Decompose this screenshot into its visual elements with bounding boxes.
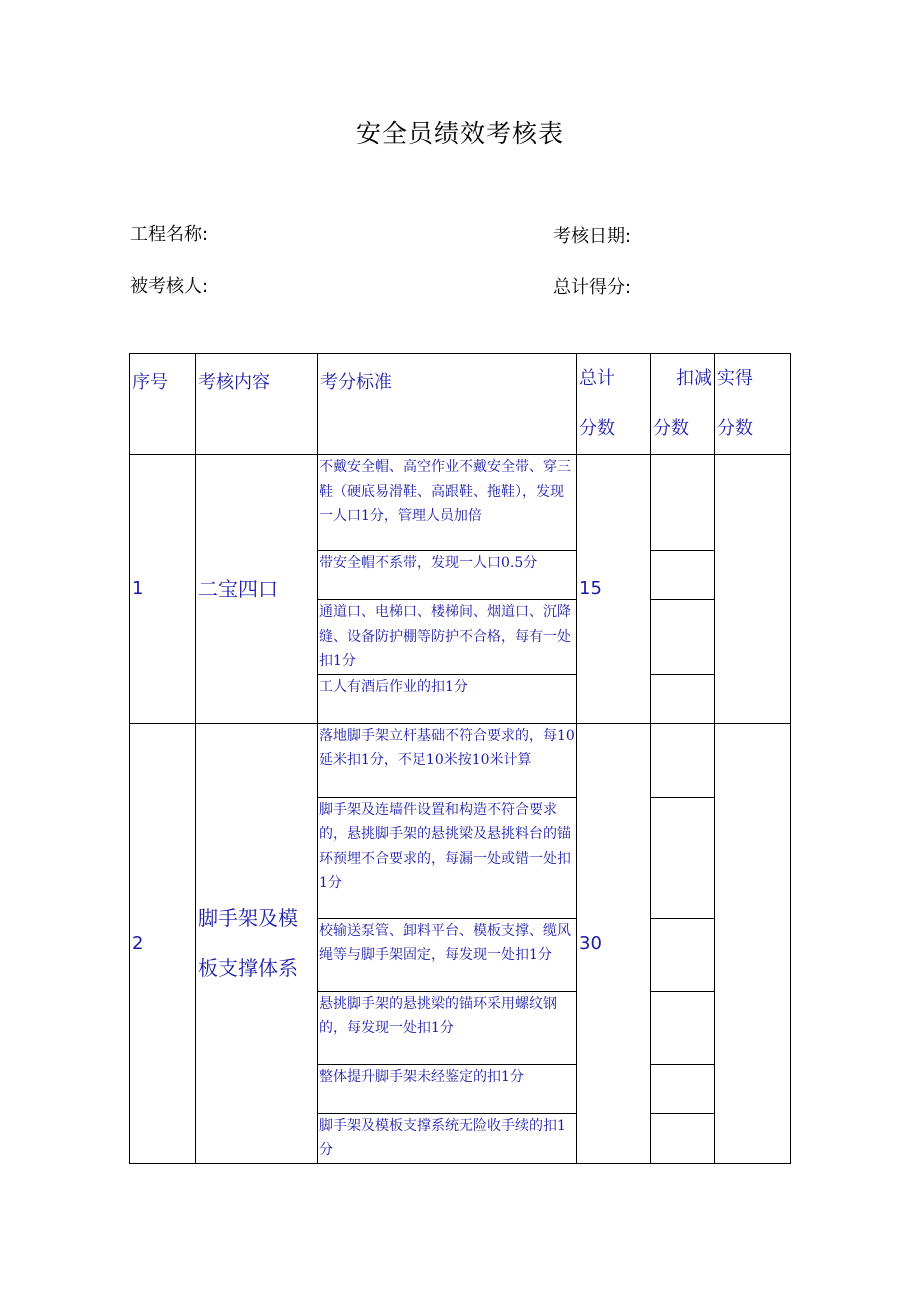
table-row <box>130 723 791 797</box>
total-score-label: 总计得分: <box>553 277 632 298</box>
criterion-cell: 不戴安全帽、高空作业不戴安全带、穿三鞋（硬底易滑鞋、高跟鞋、拖鞋），发现一人口1分，管理人员加倍 <box>318 455 577 551</box>
deduct-score-cell[interactable] <box>651 1064 715 1113</box>
section-1-seq: 1 <box>130 455 196 724</box>
section-2-seq: 2 <box>130 723 196 1163</box>
deduct-score-cell[interactable] <box>651 551 715 600</box>
section-2-content: 脚手架及模板支撑体系 <box>196 723 318 1163</box>
assess-date-label: 考核日期: <box>553 226 632 247</box>
criterion-cell: 工人有酒后作业的扣1分 <box>318 674 577 723</box>
assessment-table <box>129 353 791 1164</box>
section-2-actual-score[interactable] <box>715 723 791 1163</box>
criterion-cell: 校输送泵管、卸料平台、模板支撑、缆风绳等与脚手架固定，每发现一处扣1分 <box>318 918 577 991</box>
deduct-score-cell[interactable] <box>651 600 715 675</box>
table-header-row <box>130 354 791 455</box>
deduct-score-cell[interactable] <box>651 723 715 797</box>
header-standard: 考分标准 <box>318 354 577 455</box>
header-content: 考核内容 <box>196 354 318 455</box>
criterion-cell: 带安全帽不系带，发现一人口0.5分 <box>318 551 577 600</box>
section-1-actual-score[interactable] <box>715 455 791 724</box>
header-actual-score: 实得 分数 <box>715 354 791 455</box>
header-seq: 序号 <box>130 354 196 455</box>
criterion-cell: 整体提升脚手架未经鉴定的扣1分 <box>318 1064 577 1113</box>
header-deduct-score: 扣减 分数 <box>651 354 715 455</box>
deduct-score-cell[interactable] <box>651 991 715 1064</box>
criterion-cell: 悬挑脚手架的悬挑梁的锚环采用螺纹钢的，每发现一处扣1分 <box>318 991 577 1064</box>
deduct-score-cell[interactable] <box>651 1113 715 1163</box>
criterion-cell: 脚手架及模板支撑系统无险收手续的扣1分 <box>318 1113 577 1163</box>
section-1-content: 二宝四口 <box>196 455 318 724</box>
project-name-label: 工程名称: <box>130 224 209 245</box>
deduct-score-cell[interactable] <box>651 674 715 723</box>
deduct-score-cell[interactable] <box>651 797 715 918</box>
assessee-label: 被考核人: <box>130 276 209 297</box>
table-row <box>130 455 791 551</box>
document-title: 安全员绩效考核表 <box>355 119 564 148</box>
criterion-cell: 落地脚手架立杆基础不符合要求的，每10延米扣1分，不足10米按10米计算 <box>318 723 577 797</box>
section-1-total-score: 15 <box>577 455 651 724</box>
criterion-cell: 脚手架及连墙件设置和构造不符合要求的，悬挑脚手架的悬挑梁及悬挑料台的锚环预埋不合要求的，每漏一处或错一处扣1分 <box>318 797 577 918</box>
header-total-score: 总计 分数 <box>577 354 651 455</box>
criterion-cell: 通道口、电梯口、楼梯间、烟道口、沉降缝、设备防护棚等防护不合格，每有一处扣1分 <box>318 600 577 675</box>
deduct-score-cell[interactable] <box>651 455 715 551</box>
deduct-score-cell[interactable] <box>651 918 715 991</box>
section-2-total-score: 30 <box>577 723 651 1163</box>
